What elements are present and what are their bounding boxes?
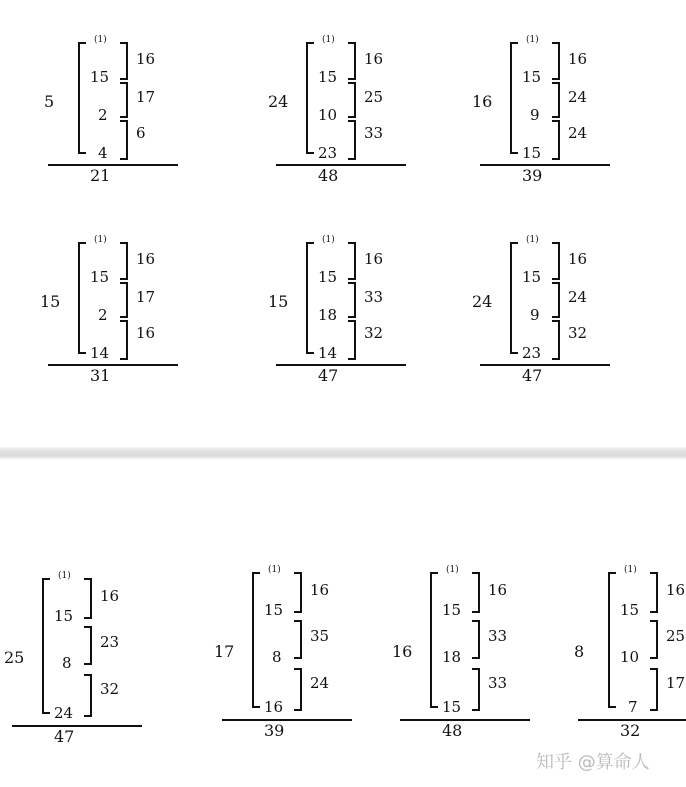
right-number: 16 (568, 250, 588, 268)
top-label: (1) (624, 565, 637, 575)
result-number: 47 (54, 727, 75, 746)
left-number: 8 (574, 642, 585, 661)
sum-line (12, 725, 142, 727)
top-label: (1) (526, 35, 539, 45)
result-number: 39 (522, 166, 543, 185)
bracket (348, 320, 356, 360)
inner-number: 14 (318, 344, 338, 362)
result-number: 48 (318, 166, 339, 185)
left-number: 24 (268, 92, 289, 111)
right-number: 17 (136, 88, 156, 106)
bracket (348, 42, 356, 80)
tally-figure (472, 236, 612, 386)
inner-number: 23 (522, 344, 542, 362)
sum-line (480, 164, 610, 166)
right-number: 16 (136, 324, 156, 342)
right-number: 24 (568, 88, 588, 106)
bracket (472, 572, 480, 613)
inner-number: 15 (522, 268, 542, 286)
inner-number: 7 (628, 698, 638, 716)
inner-number: 4 (98, 144, 108, 162)
tally-figure (40, 36, 180, 186)
bracket (294, 572, 302, 613)
section-divider (0, 446, 686, 460)
bracket (84, 626, 92, 665)
right-number: 25 (364, 88, 384, 106)
inner-number: 14 (90, 344, 110, 362)
bracket (120, 120, 128, 160)
top-label: (1) (526, 235, 539, 245)
bar-tick (510, 152, 518, 154)
bar-tick (78, 152, 86, 154)
bar-tick (42, 712, 50, 714)
left-number: 16 (472, 92, 493, 111)
bar-tick (510, 42, 518, 44)
top-label: (1) (94, 35, 107, 45)
bracket (552, 120, 560, 160)
right-number: 33 (364, 288, 384, 306)
right-number: 16 (568, 50, 588, 68)
bar-tick (306, 352, 314, 354)
inner-number: 15 (90, 68, 110, 86)
bracket (294, 668, 302, 711)
right-number: 17 (666, 674, 686, 692)
sum-line (222, 719, 352, 721)
right-number: 16 (136, 250, 156, 268)
sum-line (480, 364, 610, 366)
inner-number: 24 (54, 704, 74, 722)
result-number: 39 (264, 721, 285, 740)
right-number: 17 (136, 288, 156, 306)
bar-tick (78, 352, 86, 354)
bar-tick (430, 706, 438, 708)
result-number: 21 (90, 166, 111, 185)
left-number: 17 (214, 642, 235, 661)
bar-tick (430, 572, 438, 574)
vertical-bar (78, 42, 80, 154)
tally-figure (392, 565, 532, 740)
bracket (472, 668, 480, 711)
top-label: (1) (322, 235, 335, 245)
tally-figure (4, 571, 144, 746)
inner-number: 15 (522, 144, 542, 162)
right-number: 6 (136, 124, 146, 142)
bracket (84, 578, 92, 619)
bracket (84, 674, 92, 717)
right-number: 25 (666, 627, 686, 645)
right-number: 16 (364, 50, 384, 68)
sum-line (276, 364, 406, 366)
sum-line (48, 364, 178, 366)
right-number: 33 (488, 627, 508, 645)
inner-number: 2 (98, 106, 108, 124)
tally-figure (570, 565, 686, 740)
top-label: (1) (58, 571, 71, 581)
right-number: 16 (364, 250, 384, 268)
bracket (294, 620, 302, 659)
inner-number: 10 (620, 648, 640, 666)
tally-figure (40, 236, 180, 386)
bracket (348, 82, 356, 118)
right-number: 24 (568, 288, 588, 306)
inner-number: 15 (54, 607, 74, 625)
bar-tick (510, 242, 518, 244)
right-number: 33 (364, 124, 384, 142)
inner-number: 15 (442, 698, 462, 716)
bracket (552, 82, 560, 118)
right-number: 35 (310, 627, 330, 645)
inner-number: 15 (264, 601, 284, 619)
bracket (120, 320, 128, 360)
bar-tick (252, 572, 260, 574)
right-number: 16 (488, 581, 508, 599)
bracket (348, 120, 356, 160)
bar-tick (306, 152, 314, 154)
bar-tick (510, 352, 518, 354)
right-number: 24 (568, 124, 588, 142)
inner-number: 16 (264, 698, 284, 716)
vertical-bar (306, 42, 308, 154)
bar-tick (42, 578, 50, 580)
tally-figure (214, 565, 354, 740)
bar-tick (306, 242, 314, 244)
result-number: 48 (442, 721, 463, 740)
bracket (552, 242, 560, 280)
left-number: 15 (268, 292, 289, 311)
bar-tick (252, 706, 260, 708)
right-number: 16 (100, 587, 120, 605)
inner-number: 8 (272, 648, 282, 666)
tally-figure (268, 236, 408, 386)
inner-number: 2 (98, 306, 108, 324)
result-number: 47 (318, 366, 339, 385)
right-number: 32 (100, 680, 120, 698)
inner-number: 9 (530, 106, 540, 124)
inner-number: 23 (318, 144, 338, 162)
right-number: 23 (100, 633, 120, 651)
left-number: 15 (40, 292, 61, 311)
inner-number: 15 (620, 601, 640, 619)
bracket (552, 320, 560, 360)
inner-number: 15 (522, 68, 542, 86)
bracket (552, 282, 560, 318)
right-number: 33 (488, 674, 508, 692)
right-number: 16 (666, 581, 686, 599)
bracket (120, 282, 128, 318)
bracket (348, 282, 356, 318)
vertical-bar (608, 572, 610, 708)
bracket (120, 42, 128, 80)
right-number: 32 (568, 324, 588, 342)
vertical-bar (252, 572, 254, 708)
vertical-bar (510, 242, 512, 354)
sum-line (48, 164, 178, 166)
bracket (120, 242, 128, 280)
vertical-bar (78, 242, 80, 354)
vertical-bar (430, 572, 432, 708)
inner-number: 18 (318, 306, 338, 324)
result-number: 32 (620, 721, 641, 740)
right-number: 16 (136, 50, 156, 68)
right-number: 16 (310, 581, 330, 599)
bracket (552, 42, 560, 80)
inner-number: 15 (318, 268, 338, 286)
bar-tick (306, 42, 314, 44)
top-label: (1) (94, 235, 107, 245)
vertical-bar (510, 42, 512, 154)
inner-number: 15 (442, 601, 462, 619)
left-number: 16 (392, 642, 413, 661)
bracket (472, 620, 480, 659)
tally-figure (268, 36, 408, 186)
sum-line (276, 164, 406, 166)
right-number: 24 (310, 674, 330, 692)
sum-line (400, 719, 530, 721)
bracket (650, 668, 658, 711)
left-number: 24 (472, 292, 493, 311)
top-label: (1) (322, 35, 335, 45)
inner-number: 9 (530, 306, 540, 324)
vertical-bar (42, 578, 44, 714)
inner-number: 15 (318, 68, 338, 86)
bracket (120, 82, 128, 118)
bracket (348, 242, 356, 280)
result-number: 31 (90, 366, 111, 385)
inner-number: 8 (62, 654, 72, 672)
tally-figure (472, 36, 612, 186)
bar-tick (608, 572, 616, 574)
bracket (650, 572, 658, 613)
top-label: (1) (268, 565, 281, 575)
left-number: 25 (4, 648, 25, 667)
right-number: 32 (364, 324, 384, 342)
inner-number: 18 (442, 648, 462, 666)
bar-tick (78, 42, 86, 44)
watermark-text: 知乎 @算命人 (536, 752, 650, 773)
bar-tick (608, 706, 616, 708)
bar-tick (78, 242, 86, 244)
bracket (650, 620, 658, 659)
top-label: (1) (446, 565, 459, 575)
vertical-bar (306, 242, 308, 354)
result-number: 47 (522, 366, 543, 385)
left-number: 5 (44, 92, 55, 111)
inner-number: 15 (90, 268, 110, 286)
inner-number: 10 (318, 106, 338, 124)
